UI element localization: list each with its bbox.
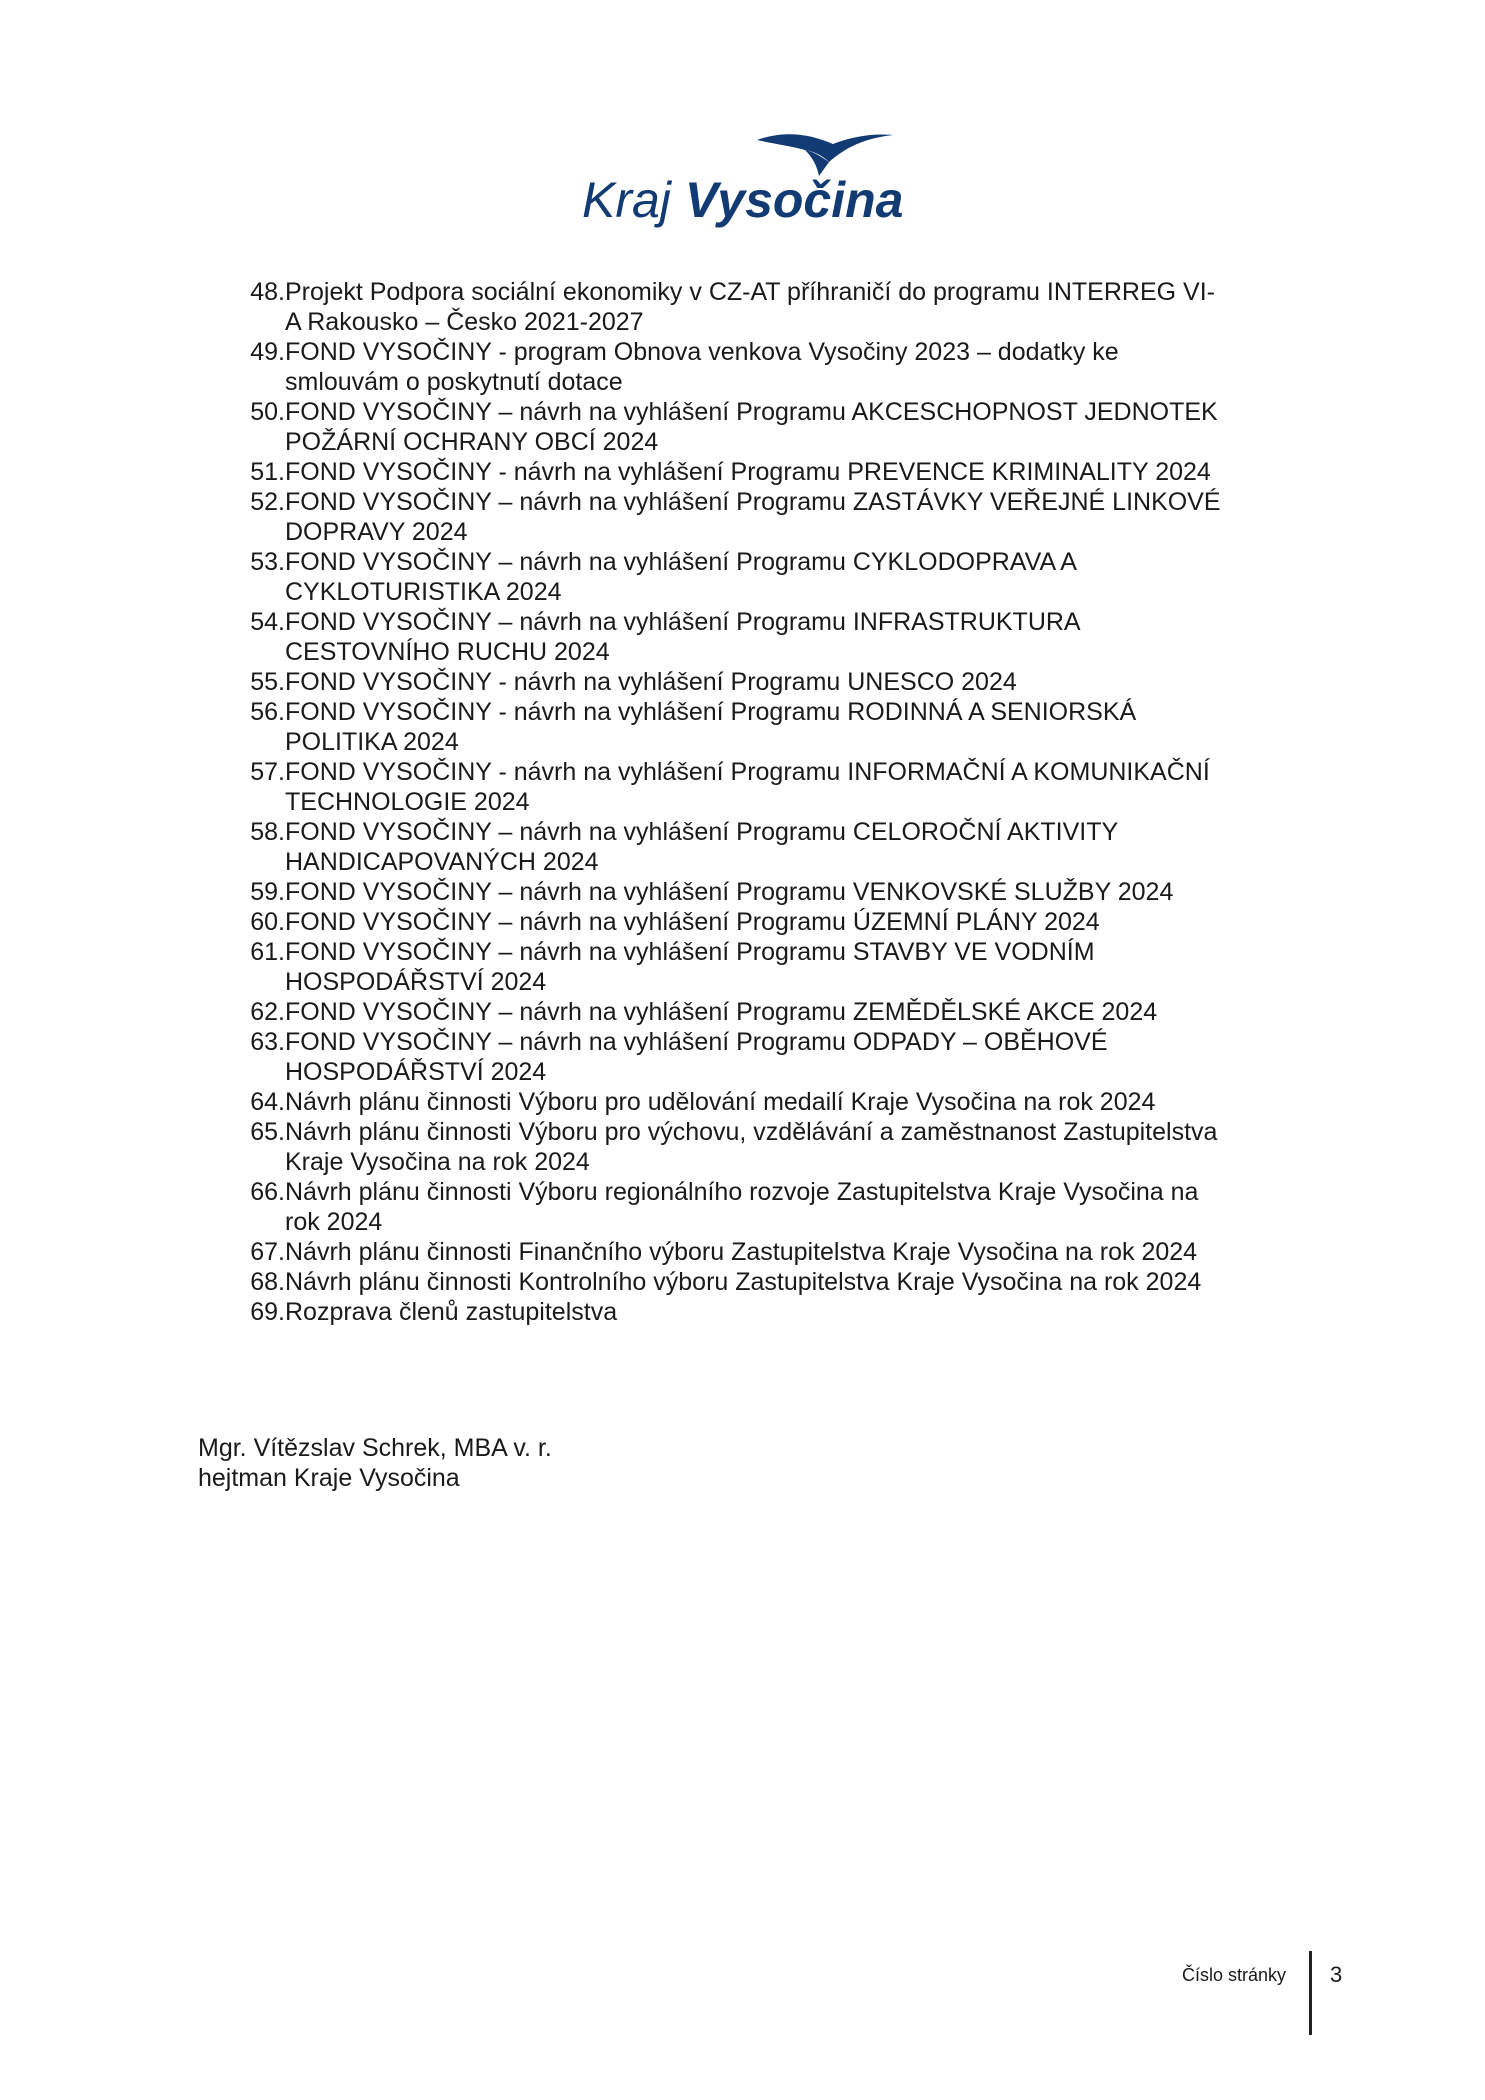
agenda-list [240, 277, 1280, 1327]
agenda-item-line: Projekt Podpora sociální ekonomiky v CZ-AT příhraničí do programu INTERREG VI- [285, 278, 1215, 306]
agenda-item-number: 59. [250, 878, 285, 906]
agenda-item-line: CYKLOTURISTIKA 2024 [285, 578, 562, 606]
agenda-item-line: FOND VYSOČINY – návrh na vyhlášení Programu ODPADY – OBĚHOVÉ [285, 1028, 1108, 1056]
agenda-item-number: 52. [250, 488, 285, 516]
agenda-item [240, 997, 1280, 1027]
agenda-item-number: 67. [250, 1238, 285, 1266]
agenda-item-number: 65. [250, 1118, 285, 1146]
agenda-item-text [285, 1267, 1280, 1297]
agenda-item-number: 55. [250, 668, 285, 696]
agenda-item-text [285, 487, 1280, 547]
agenda-item-line: Návrh plánu činnosti Výboru pro výchovu, vzdělávání a zaměstnanost Zastupitelstva [285, 1118, 1218, 1146]
agenda-item-line: rok 2024 [285, 1208, 383, 1236]
logo-kraj: Kraj [582, 172, 671, 228]
agenda-item-line: FOND VYSOČINY - návrh na vyhlášení Programu PREVENCE KRIMINALITY 2024 [285, 458, 1211, 486]
agenda-item-text [285, 1237, 1280, 1267]
agenda-item-line: Návrh plánu činnosti Finančního výboru Zastupitelstva Kraje Vysočina na rok 2024 [285, 1238, 1198, 1266]
agenda-item-number: 69. [250, 1298, 285, 1326]
agenda-item-line: CESTOVNÍHO RUCHU 2024 [285, 638, 610, 666]
agenda-item-line: FOND VYSOČINY - návrh na vyhlášení Programu UNESCO 2024 [285, 668, 1017, 696]
signature-name: Mgr. Vítězslav Schrek, MBA v. r. [198, 1434, 552, 1462]
agenda-item-line: HOSPODÁŘSTVÍ 2024 [285, 968, 547, 996]
agenda-item-text [285, 1087, 1280, 1117]
agenda-item-text [285, 697, 1280, 757]
agenda-item-line: FOND VYSOČINY – návrh na vyhlášení Programu STAVBY VE VODNÍM [285, 938, 1095, 966]
agenda-item-text [285, 817, 1280, 877]
agenda-item-text [285, 757, 1280, 817]
agenda-item [240, 487, 1280, 547]
agenda-item [240, 1087, 1280, 1117]
agenda-item-line: FOND VYSOČINY - návrh na vyhlášení Programu RODINNÁ A SENIORSKÁ [285, 698, 1137, 726]
agenda-item [240, 877, 1280, 907]
agenda-item-number: 50. [250, 398, 285, 426]
agenda-item-number: 66. [250, 1178, 285, 1206]
agenda-item-text [285, 547, 1280, 607]
agenda-item-line: FOND VYSOČINY - návrh na vyhlášení Programu INFORMAČNÍ A KOMUNIKAČNÍ [285, 758, 1210, 786]
agenda-item-number: 58. [250, 818, 285, 846]
agenda-item [240, 697, 1280, 757]
agenda-item [240, 1177, 1280, 1237]
agenda-item [240, 1297, 1280, 1327]
logo-vysocina: Vysočina [684, 172, 904, 228]
agenda-item-line: Návrh plánu činnosti Výboru regionálního rozvoje Zastupitelstva Kraje Vysočina na [285, 1178, 1199, 1206]
agenda-item-line: HANDICAPOVANÝCH 2024 [285, 848, 599, 876]
agenda-item-line: FOND VYSOČINY – návrh na vyhlášení Programu ZEMĚDĚLSKÉ AKCE 2024 [285, 998, 1158, 1026]
agenda-item-number: 48. [250, 278, 285, 306]
agenda-item-text [285, 1177, 1280, 1237]
agenda-item-text [285, 667, 1280, 697]
agenda-item-line: Kraje Vysočina na rok 2024 [285, 1148, 590, 1176]
agenda-item [240, 667, 1280, 697]
agenda-item [240, 757, 1280, 817]
agenda-item-number: 64. [250, 1088, 285, 1116]
agenda-item [240, 397, 1280, 457]
agenda-item-line: A Rakousko – Česko 2021-2027 [285, 308, 644, 336]
agenda-item [240, 1237, 1280, 1267]
agenda-item [240, 547, 1280, 607]
agenda-item-number: 54. [250, 608, 285, 636]
logo-wordmark [582, 170, 903, 230]
agenda-item-text [285, 937, 1280, 997]
agenda-item-text [285, 907, 1280, 937]
agenda-item [240, 1267, 1280, 1297]
agenda-item-line: FOND VYSOČINY – návrh na vyhlášení Programu AKCESCHOPNOST JEDNOTEK [285, 398, 1218, 426]
agenda-item-number: 51. [250, 458, 285, 486]
agenda-item-number: 57. [250, 758, 285, 786]
footer-divider [1309, 1951, 1312, 2035]
agenda-item [240, 337, 1280, 397]
agenda-item-line: FOND VYSOČINY – návrh na vyhlášení Programu CYKLODOPRAVA A [285, 548, 1077, 576]
agenda-item-line: TECHNOLOGIE 2024 [285, 788, 530, 816]
page-number: 3 [1330, 1962, 1343, 1987]
agenda-item-line: POŽÁRNÍ OCHRANY OBCÍ 2024 [285, 428, 659, 456]
agenda-item-text [285, 1297, 1280, 1327]
agenda-item-line: FOND VYSOČINY – návrh na vyhlášení Programu VENKOVSKÉ SLUŽBY 2024 [285, 878, 1174, 906]
signature-block [198, 1433, 552, 1493]
agenda-item-line: FOND VYSOČINY – návrh na vyhlášení Programu INFRASTRUKTURA [285, 608, 1081, 636]
agenda-item-text [285, 997, 1280, 1027]
agenda-item-number: 62. [250, 998, 285, 1026]
kraj-vysocina-logo [570, 128, 910, 238]
agenda-item [240, 1027, 1280, 1087]
agenda-item-line: Návrh plánu činnosti Kontrolního výboru Zastupitelstva Kraje Vysočina na rok 2024 [285, 1268, 1202, 1296]
agenda-item-number: 61. [250, 938, 285, 966]
agenda-item-line: FOND VYSOČINY – návrh na vyhlášení Programu ÚZEMNÍ PLÁNY 2024 [285, 908, 1100, 936]
agenda-item-line: HOSPODÁŘSTVÍ 2024 [285, 1058, 547, 1086]
agenda-item-text [285, 1117, 1280, 1177]
agenda-item-line: FOND VYSOČINY – návrh na vyhlášení Programu ZASTÁVKY VEŘEJNÉ LINKOVÉ [285, 488, 1221, 516]
agenda-item-text [285, 337, 1280, 397]
agenda-item-number: 53. [250, 548, 285, 576]
agenda-item [240, 277, 1280, 337]
agenda-item-text [285, 457, 1280, 487]
agenda-item-number: 56. [250, 698, 285, 726]
agenda-item-number: 68. [250, 1268, 285, 1296]
agenda-item-line: POLITIKA 2024 [285, 728, 459, 756]
agenda-item-number: 60. [250, 908, 285, 936]
agenda-item-line: smlouvám o poskytnutí dotace [285, 368, 623, 396]
agenda-item-number: 63. [250, 1028, 285, 1056]
signature-title: hejtman Kraje Vysočina [198, 1464, 460, 1492]
agenda-item-number: 49. [250, 338, 285, 366]
agenda-item-text [285, 277, 1280, 337]
agenda-item-text [285, 877, 1280, 907]
agenda-item [240, 817, 1280, 877]
agenda-item-text [285, 607, 1280, 667]
agenda-item [240, 907, 1280, 937]
agenda-item-line: Návrh plánu činnosti Výboru pro udělování medailí Kraje Vysočina na rok 2024 [285, 1088, 1156, 1116]
agenda-item-line: DOPRAVY 2024 [285, 518, 468, 546]
agenda-item [240, 1117, 1280, 1177]
agenda-item-text [285, 1027, 1280, 1087]
agenda-item-text [285, 397, 1280, 457]
agenda-item-line: FOND VYSOČINY - program Obnova venkova Vysočiny 2023 – dodatky ke [285, 338, 1119, 366]
agenda-item-line: Rozprava členů zastupitelstva [285, 1298, 618, 1326]
agenda-item [240, 457, 1280, 487]
agenda-item [240, 607, 1280, 667]
page-number-label: Číslo stránky [1182, 1965, 1287, 1985]
agenda-item-line: FOND VYSOČINY – návrh na vyhlášení Programu CELOROČNÍ AKTIVITY [285, 818, 1119, 846]
agenda-item [240, 937, 1280, 997]
